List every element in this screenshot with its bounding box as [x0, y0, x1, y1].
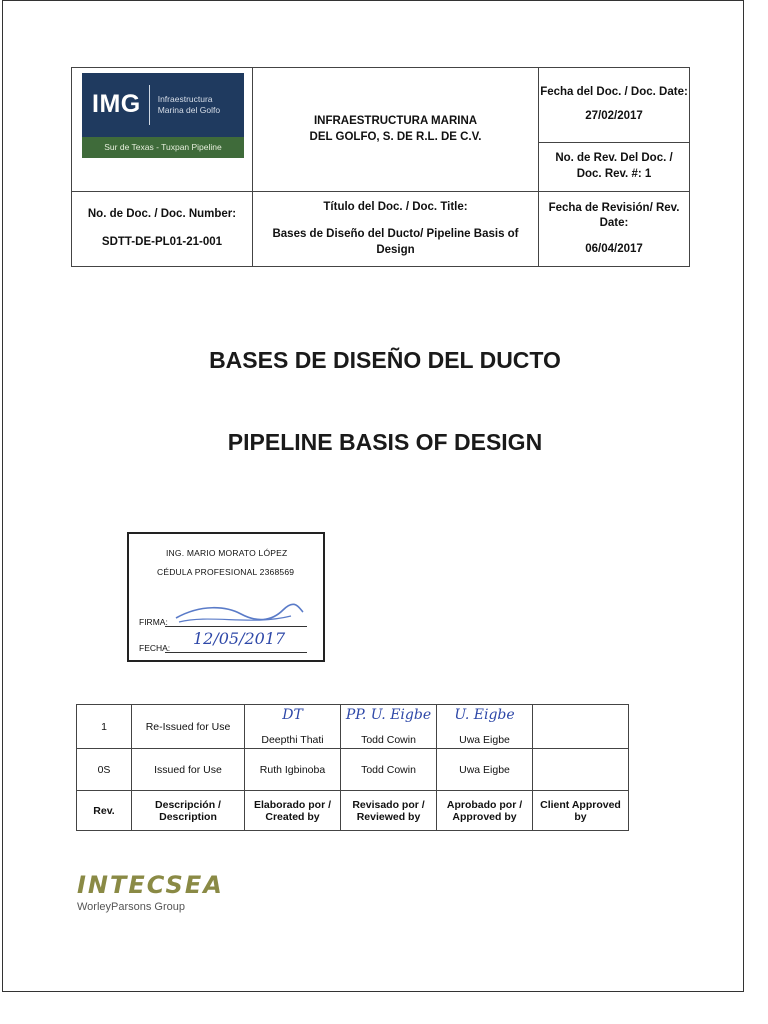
doc-number-value: SDTT-DE-PL01-21-001 — [101, 236, 223, 248]
header-created: Elaborado por / Created by — [245, 791, 341, 831]
header-client: Client Approved by — [533, 791, 629, 831]
revision-table — [76, 704, 629, 831]
rev-date-value: 06/04/2017 — [585, 242, 643, 255]
approved-by: Uwa Eigbe — [437, 749, 533, 791]
table-row — [77, 749, 629, 791]
stamp-fecha-value: 12/05/2017 — [193, 629, 286, 648]
company-name-line1: INFRAESTRUCTURA MARINA — [313, 114, 478, 127]
doc-date-cell — [538, 67, 690, 143]
doc-rev-label: No. de Rev. Del Doc. / Doc. Rev. #: 1 — [555, 152, 673, 180]
reviewed-by: Todd Cowin — [361, 734, 416, 746]
doc-title-label: Título del Doc. / Doc. Title: — [323, 200, 468, 213]
title-spanish: BASES DE DISEÑO DEL DUCTO — [209, 347, 561, 373]
doc-number-cell — [71, 191, 253, 267]
logo-tagline: Sur de Texas - Tuxpan Pipeline — [82, 137, 244, 158]
rev-date-label: Fecha de Revisión/ Rev. Date: — [548, 201, 680, 230]
document-page — [2, 0, 744, 992]
created-by: Ruth Igbinoba — [245, 749, 341, 791]
doc-date-value: 27/02/2017 — [585, 110, 643, 122]
approved-signature: U. Eigbe — [454, 707, 515, 723]
signature-icon — [171, 600, 306, 628]
approved-cell — [437, 705, 533, 749]
company-name-line2: DEL GOLFO, S. DE R.L. DE C.V. — [309, 130, 482, 143]
created-by: Deepthi Thati — [261, 734, 324, 746]
client-approved — [533, 749, 629, 791]
created-signature: DT — [282, 707, 303, 723]
reviewed-cell — [341, 705, 437, 749]
company-name-cell — [252, 67, 539, 192]
rev-description: Re-Issued for Use — [132, 705, 245, 749]
header-description: Descripción / Description — [132, 791, 245, 831]
rev-date-cell — [538, 191, 690, 267]
intecsea-logo: INTECSEA — [77, 871, 224, 899]
header-rev: Rev. — [77, 791, 132, 831]
engineer-stamp — [127, 532, 325, 662]
stamp-fecha-label: FECHA: — [139, 643, 171, 653]
doc-title-value: Bases de Diseño del Ducto/ Pipeline Basis of Design — [272, 228, 519, 256]
created-cell — [245, 705, 341, 749]
doc-date-label: Fecha del Doc. / Doc. Date: — [540, 86, 688, 99]
rev-description: Issued for Use — [132, 749, 245, 791]
logo-subtitle-2: Marina del Golfo — [157, 105, 221, 115]
approved-by: Uwa Eigbe — [459, 734, 510, 746]
doc-title-cell — [252, 191, 539, 267]
stamp-engineer-name: ING. MARIO MORATO LÓPEZ — [166, 548, 288, 558]
logo-cell — [71, 67, 253, 192]
title-english: PIPELINE BASIS OF DESIGN — [227, 429, 543, 455]
table-header-row — [77, 791, 629, 831]
table-row — [77, 705, 629, 749]
img-logo — [82, 73, 244, 158]
stamp-cedula: CÉDULA PROFESIONAL 2368569 — [157, 567, 295, 577]
reviewed-signature: PP. U. Eigbe — [345, 707, 432, 723]
worleyparsons-group-label: WorleyParsons Group — [77, 901, 186, 913]
client-approved — [533, 705, 629, 749]
document-header-table — [71, 67, 690, 267]
doc-rev-cell — [538, 142, 690, 192]
reviewed-by: Todd Cowin — [341, 749, 437, 791]
rev-number: 1 — [77, 705, 132, 749]
logo-subtitle-1: Infraestructura — [157, 93, 213, 104]
stamp-firma-label: FIRMA: — [139, 617, 168, 627]
logo-text: IMG — [92, 90, 141, 119]
rev-number: 0S — [77, 749, 132, 791]
doc-number-label: No. de Doc. / Doc. Number: — [87, 208, 237, 221]
header-reviewed: Revisado por / Reviewed by — [341, 791, 437, 831]
header-approved: Aprobado por / Approved by — [437, 791, 533, 831]
